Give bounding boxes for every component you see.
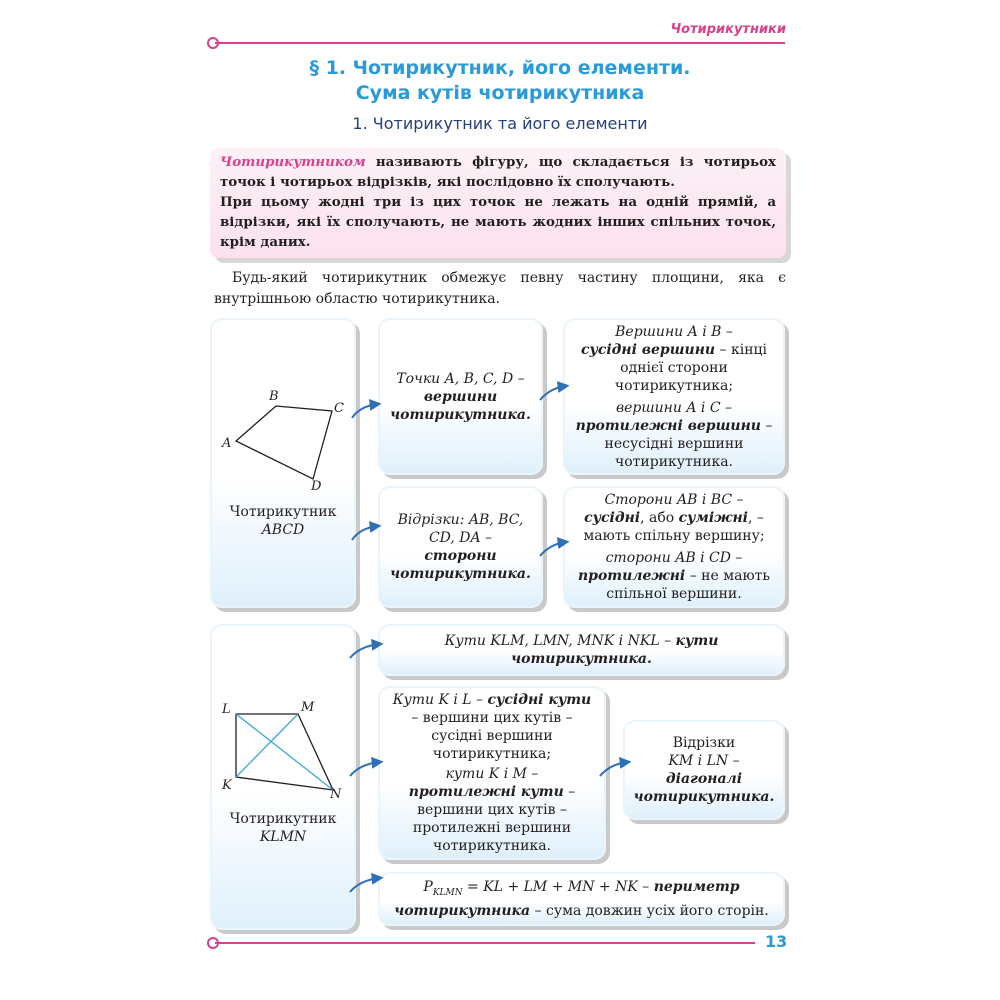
label-d: D — [311, 479, 322, 494]
adj-vertices-term: сусідні вершини — [580, 341, 716, 358]
perimeter-subscript: KLMN — [432, 887, 463, 898]
adj-vertices-text1: Вершини A і B – — [615, 323, 733, 340]
adj-angles-text1: Кути K і L – — [392, 692, 488, 708]
sides-text: Відрізки: AB, BC, CD, DA – — [397, 512, 524, 546]
opp-vertices-text1: вершини A і C – — [615, 399, 732, 416]
arrow-figure2-to-adjacent-angles — [350, 762, 380, 776]
sides-term: сторони чотирикутника. — [390, 548, 531, 582]
opp-sides-text2: – не мають спільної вершини. — [606, 568, 771, 602]
perimeter-symbol: P — [423, 879, 433, 896]
figure-abcd-caption-line1: Чотирикутник — [229, 504, 337, 520]
angles-text: Кути KLM, LMN, MNK і NKL – — [444, 633, 672, 649]
angles-term: кути чотирикутника. — [511, 633, 719, 667]
arrow-figure2-to-angles — [350, 644, 380, 658]
definition-term: Чотирикутником — [220, 154, 366, 170]
arrow-angles-to-diagonals — [600, 762, 628, 776]
adj-angles-term: сусідні кути — [487, 692, 592, 708]
adj-angles-text2: – вершини цих кутів – сусідні вершини чотирикутника; — [411, 710, 573, 762]
adj-sides-text3: , – мають спільну вершину; — [583, 510, 765, 544]
label-l: L — [222, 702, 231, 717]
vertices-term: вершини чотирикутника. — [390, 388, 531, 423]
label-c: C — [334, 401, 344, 416]
section-title-line1: § 1. Чотирикутник, його елементи. — [309, 57, 691, 79]
opp-sides-text1: сторони AB і CD – — [605, 550, 743, 566]
diagonals-term: діагоналі чотирикутника. — [633, 771, 775, 805]
figure-klmn-caption-line2: KLMN — [259, 829, 307, 845]
definition-text1: називають фігуру, що складається із чотирьох точок і чотирьох відрізків, які послідовно їх сполучають. — [220, 154, 776, 190]
section-title-line2: Сума кутів чотирикутника — [355, 82, 645, 104]
diagonals-text1: Відрізки — [672, 735, 736, 751]
arrow-vertices-to-adjacent — [540, 386, 566, 400]
perimeter-term: периметр чотирикутника — [394, 879, 740, 919]
opp-vertices-term: протилежні вершини — [575, 417, 761, 434]
intro-text: Будь-який чотирикутник обмежує певну частину площини, яка є внутрішньою областю чотирикутника. — [214, 270, 786, 307]
adj-sides-term2: суміжні — [678, 510, 748, 526]
perimeter-formula: = KL + LM + MN + NK – — [462, 879, 654, 896]
definition-text2: При цьому жодні три із цих точок не лежать на одній прямій, а відрізки, які їх сполучають, не мають жодних інших спільних точок, крім даних. — [220, 194, 776, 250]
adj-vertices-text2: – кінці однієї сторони чотирикутника; — [614, 341, 768, 394]
vertices-text: Точки A, B, C, D – — [396, 370, 525, 387]
footer-rule — [215, 942, 755, 944]
opp-angles-text1: кути K і M – — [445, 766, 539, 782]
arrow-sides-to-adjacent — [540, 542, 566, 556]
label-m: M — [301, 700, 315, 715]
label-a: A — [222, 436, 232, 451]
arrow-figure1-to-vertices — [352, 404, 378, 418]
opp-vertices-text2: – несусідні вершини чотирикутника. — [604, 417, 773, 470]
subsection-title: 1. Чотирикутник та його елементи — [352, 114, 648, 133]
page-number: 13 — [765, 932, 788, 951]
perimeter-rest: – сума довжин усіх його сторін. — [530, 902, 769, 919]
label-n: N — [330, 787, 342, 802]
diagonals-text2: KM і LN – — [668, 753, 740, 769]
running-title: Чотирикутники — [670, 22, 786, 37]
figure-klmn-caption-line1: Чотирикутник — [229, 811, 337, 827]
adj-sides-term: сусідні — [584, 510, 641, 526]
adj-sides-text1: Сторони AB і BC – — [604, 492, 744, 508]
arrow-figure1-to-sides — [352, 526, 378, 540]
opp-angles-text2: – вершини цих кутів – протилежні вершини чотирикутника. — [412, 784, 576, 854]
adj-sides-text2: , або — [640, 510, 679, 526]
opp-angles-term: протилежні кути — [408, 784, 564, 800]
arrow-figure2-to-perimeter — [350, 878, 380, 892]
label-k: K — [222, 778, 232, 793]
label-b: B — [269, 389, 279, 404]
opp-sides-term: протилежні — [577, 568, 686, 584]
figure-abcd-caption-line2: ABCD — [261, 522, 305, 538]
